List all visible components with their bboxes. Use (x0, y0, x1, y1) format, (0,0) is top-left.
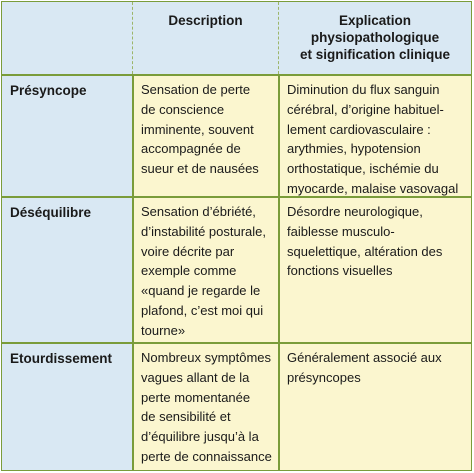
table-row (2, 74, 471, 196)
header-description: Description (168, 13, 243, 28)
table-row (2, 196, 471, 342)
description-cell (132, 76, 278, 196)
explication-cell (278, 344, 471, 470)
description-text: Sensation d’ébriété, d’instabilité posturale, voire décrite par exemple comme «quand je regarde le plafond, c’est moi qui tourne» (141, 204, 267, 338)
explication-text: Généralement associé aux présyncopes (287, 350, 442, 385)
row-label-cell (2, 198, 132, 342)
explication-text: Désordre neurologique, faiblesse musculo- squelettique, altération des fonctions visuelles (287, 204, 443, 279)
description-text: Sensation de perte de conscience imminente, souvent accompagnée de sueur et de nausées (141, 82, 259, 177)
header-cell-explication (278, 2, 471, 74)
explication-cell (278, 76, 471, 196)
description-text: Nombreux symptômes vagues allant de la perte momentanée de sensibilité et d’équilibre jusqu’à la perte de connaissance (141, 350, 272, 464)
header-cell-description (132, 2, 278, 74)
table-header-row (2, 2, 471, 74)
row-label: Présyncope (10, 83, 87, 98)
table-row (2, 342, 471, 470)
header-empty-cell (2, 2, 132, 74)
row-label: Etourdissement (10, 351, 113, 366)
explication-text: Diminution du flux sanguin cérébral, d’origine habituel- lement cardiovasculaire : arythmies, hypotension orthostatique, ischémie du myocarde, malaise vasovagal (287, 82, 459, 196)
header-explication: Explication physiopathologique et signification clinique (299, 13, 451, 62)
description-cell (132, 198, 278, 342)
description-cell (132, 344, 278, 470)
row-label: Déséquilibre (10, 205, 92, 220)
clinical-table (1, 1, 472, 471)
row-label-cell (2, 76, 132, 196)
explication-cell (278, 198, 471, 342)
row-label-cell (2, 344, 132, 470)
